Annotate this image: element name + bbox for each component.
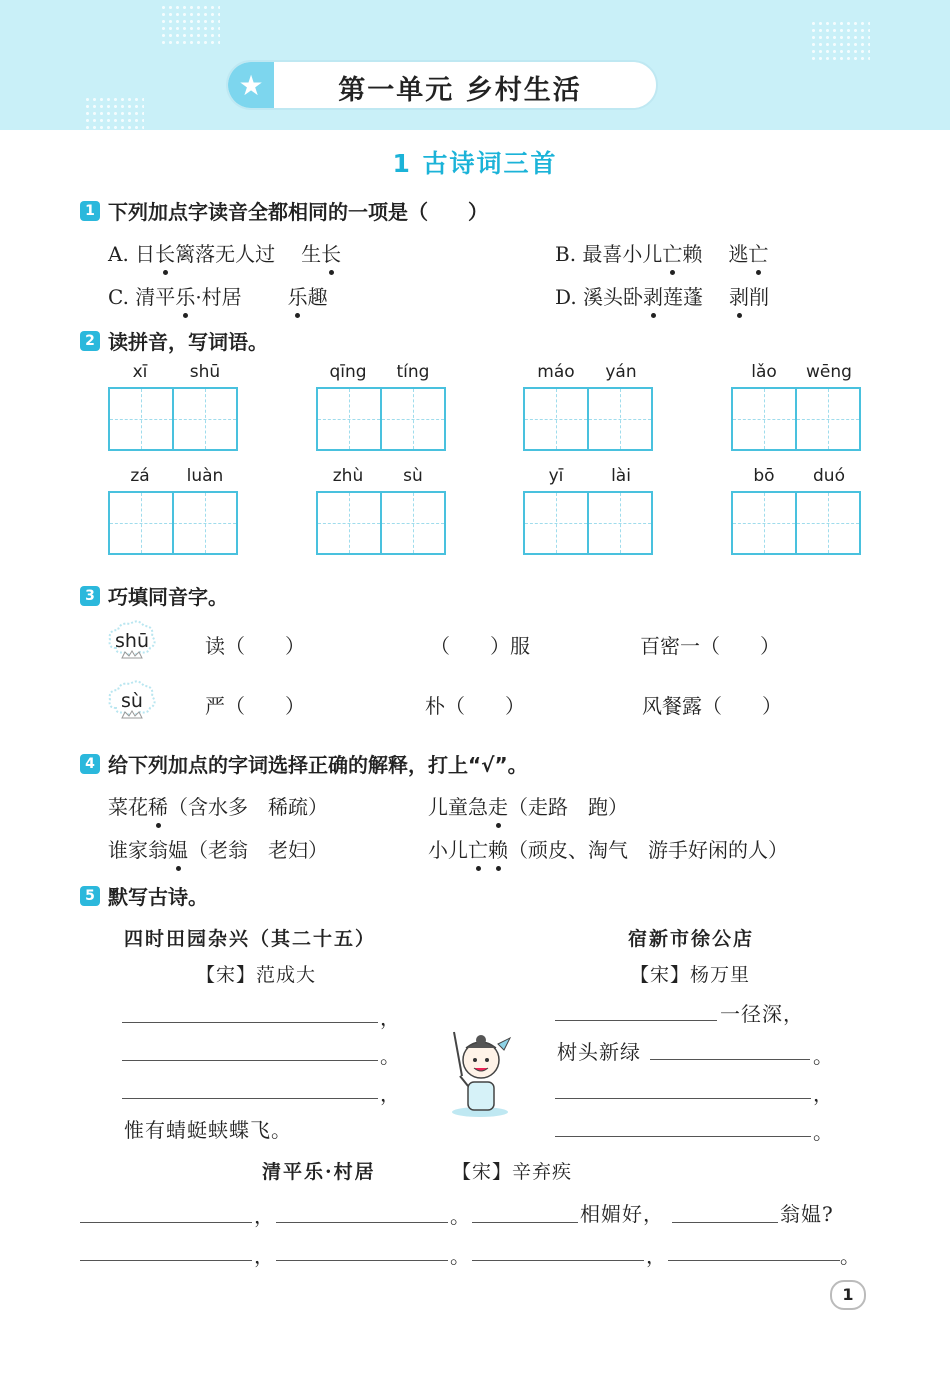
question-5-prompt: 5 默写古诗。: [80, 881, 208, 910]
answer-line[interactable]: [472, 1222, 578, 1223]
answer-line[interactable]: [80, 1222, 252, 1223]
star-icon: ★: [228, 62, 274, 108]
poem-title: 宿新市徐公店: [628, 928, 755, 950]
punct: 。: [813, 1044, 833, 1068]
lesson-title: 1 古诗词三首: [392, 149, 558, 178]
sound-label: shū: [115, 630, 149, 652]
answer-line[interactable]: [672, 1222, 778, 1223]
poem-title: 四时田园杂兴（其二十五）: [124, 928, 377, 950]
punct: ，: [254, 1204, 274, 1228]
writing-grid[interactable]: [316, 491, 446, 555]
q1-option-c[interactable]: C. 清平乐·村居 乐趣: [108, 281, 328, 310]
writing-grid[interactable]: [731, 491, 861, 555]
punct: ，: [380, 1006, 400, 1030]
answer-line[interactable]: [122, 1060, 378, 1061]
q4-item[interactable]: 小儿亡赖（顽皮、淘气 游手好闲的人）: [428, 834, 788, 863]
writing-grid[interactable]: [523, 387, 653, 451]
punct: ，: [254, 1244, 274, 1268]
answer-line[interactable]: [122, 1098, 378, 1099]
answer-line[interactable]: [650, 1059, 810, 1060]
question-number-badge: 3: [80, 586, 100, 606]
punct: 。: [813, 1120, 833, 1144]
answer-line[interactable]: [555, 1136, 811, 1137]
pinyin: máo: [537, 362, 575, 382]
pinyin: zá: [130, 466, 150, 486]
pinyin: shū: [189, 362, 221, 382]
writing-grid[interactable]: [316, 387, 446, 451]
punct: 。: [450, 1244, 470, 1268]
fill-blank[interactable]: （ ）服: [430, 634, 530, 658]
punct: 。: [380, 1044, 400, 1068]
fill-blank[interactable]: 读（ ）: [205, 634, 305, 658]
poem-author: 【宋】范成大: [196, 964, 317, 986]
answer-line[interactable]: [668, 1260, 840, 1261]
pinyin: tíng: [396, 362, 430, 382]
fill-blank[interactable]: 朴（ ）: [425, 694, 525, 718]
pinyin: bō: [753, 466, 775, 486]
pinyin: yī: [548, 466, 564, 486]
poem-line: 树头新绿: [557, 1040, 641, 1064]
punct: ，: [380, 1082, 400, 1106]
answer-line[interactable]: [276, 1222, 448, 1223]
punct: 。: [840, 1244, 860, 1268]
pinyin: lài: [611, 466, 631, 486]
fill-blank[interactable]: 严（ ）: [205, 694, 305, 718]
writing-grid[interactable]: [108, 491, 238, 555]
page-number: 1: [830, 1280, 866, 1310]
writing-grid[interactable]: [731, 387, 861, 451]
pinyin: qīng: [329, 362, 367, 382]
pinyin: zhù: [332, 466, 364, 486]
question-4-prompt: 4 给下列加点的字词选择正确的解释，打上“√”。: [80, 749, 528, 778]
writing-grid[interactable]: [523, 491, 653, 555]
punct: 。: [450, 1204, 470, 1228]
question-1-prompt: 1 下列加点字读音全都相同的一项是（ ）: [80, 196, 488, 225]
pinyin: lǎo: [751, 362, 777, 382]
question-number-badge: 5: [80, 886, 100, 906]
pinyin: duó: [813, 466, 845, 486]
q1-option-a[interactable]: A. 日长篱落无人过 生长: [108, 238, 341, 267]
punct: ，: [646, 1244, 666, 1268]
q4-item[interactable]: 谁家翁媪（老翁 老妇）: [108, 834, 328, 863]
sound-label: sù: [121, 690, 143, 712]
answer-line[interactable]: [122, 1022, 378, 1023]
poem-line: 惟有蜻蜓蛱蝶飞。: [124, 1118, 292, 1142]
answer-line[interactable]: [555, 1098, 811, 1099]
poem-line: 相媚好，: [580, 1202, 664, 1226]
question-2-prompt: 2 读拼音，写词语。: [80, 326, 268, 355]
fill-blank[interactable]: 风餐露（ ）: [642, 694, 782, 718]
question-3-prompt: 3 巧填同音字。: [80, 581, 228, 610]
answer-line[interactable]: [555, 1020, 717, 1021]
answer-line[interactable]: [80, 1260, 252, 1261]
poem-author: 【宋】辛弃疾: [452, 1161, 573, 1183]
question-number-badge: 1: [80, 201, 100, 221]
q4-item[interactable]: 菜花稀（含水多 稀疏）: [108, 791, 328, 820]
pinyin: luàn: [186, 466, 224, 486]
writing-grid[interactable]: [108, 387, 238, 451]
poem-line: 翁媪?: [780, 1202, 834, 1226]
pinyin: wēng: [806, 362, 852, 382]
answer-line[interactable]: [276, 1260, 448, 1261]
q4-item[interactable]: 儿童急走（走路 跑）: [428, 791, 628, 820]
pinyin: xī: [132, 362, 148, 382]
decor-dots: [810, 20, 870, 60]
poem-author: 【宋】杨万里: [630, 964, 751, 986]
decor-dots: [84, 96, 144, 136]
pinyin: sù: [403, 466, 423, 486]
unit-title: 第一单元 乡村生活: [338, 75, 582, 106]
question-number-badge: 2: [80, 331, 100, 351]
q1-option-d[interactable]: D. 溪头卧剥莲蓬 剥削: [555, 281, 769, 310]
q1-option-b[interactable]: B. 最喜小儿亡赖 逃亡: [555, 238, 768, 267]
poem-line: 一径深，: [720, 1002, 804, 1026]
answer-line[interactable]: [472, 1260, 644, 1261]
pinyin: yán: [605, 362, 637, 382]
decor-dots: [160, 4, 220, 44]
punct: ，: [813, 1082, 833, 1106]
question-number-badge: 4: [80, 754, 100, 774]
fill-blank[interactable]: 百密一（ ）: [640, 634, 780, 658]
scholar-illustration-icon: [440, 1026, 520, 1118]
poem-title: 清平乐·村居: [262, 1161, 376, 1183]
